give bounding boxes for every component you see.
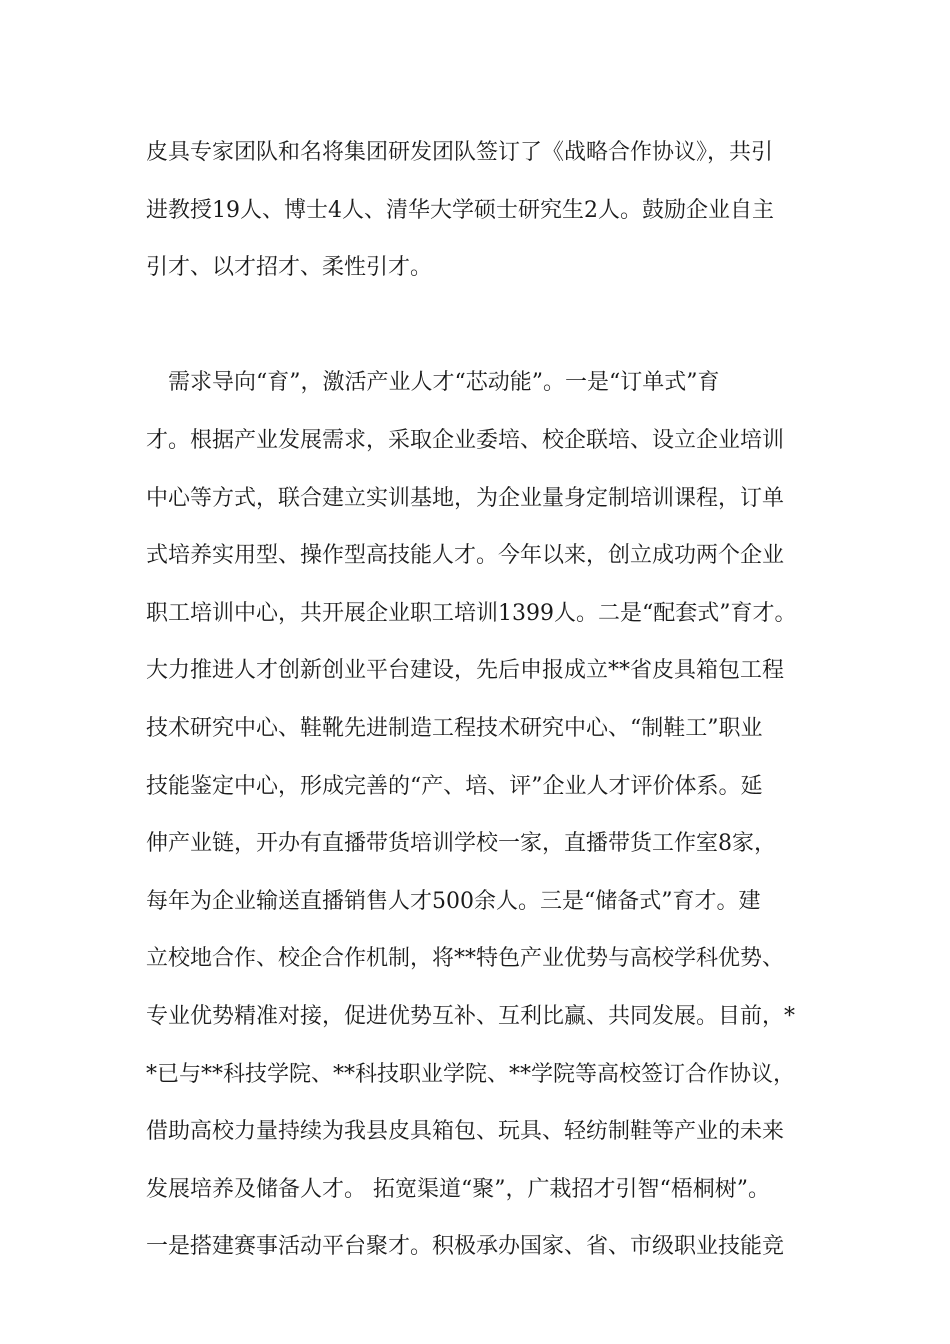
text-line: 需求导向“育”，激活产业人才“芯动能”。一是“订单式”育	[146, 370, 720, 396]
text-line: 伸产业链，开办有直播带货培训学校一家，直播带货工作室8家，	[146, 831, 776, 857]
text-line: 皮具专家团队和名将集团研发团队签订了《战略合作协议》，共引	[146, 140, 774, 165]
body-text	[146, 133, 846, 1285]
paragraph-gap	[146, 306, 846, 364]
text-line: 发展培养及储备人才。 拓宽渠道“聚”，广栽招才引智“梧桐树”。	[146, 1176, 770, 1202]
text-line: 式培养实用型、操作型高技能人才。今年以来，创立成功两个企业	[146, 543, 785, 569]
text-line: 中心等方式，联合建立实训基地，为企业量身定制培训课程，订单	[146, 485, 785, 511]
text-line: 技术研究中心、鞋靴先进制造工程技术研究中心、“制鞋工”职业	[146, 715, 763, 741]
text-line: 每年为企业输送直播销售人才500余人。三是“储备式”育才。建	[146, 888, 761, 914]
text-line: *已与**科技学院、**科技职业学院、**学院等高校签订合作协议，	[146, 1061, 796, 1087]
text-line: 进教授19人、博士4人、清华大学硕士研究生2人。鼓励企业自主	[146, 197, 774, 223]
text-line: 引才、以才招才、柔性引才。	[146, 255, 433, 281]
text-line: 专业优势精准对接，促进优势互补、互利比赢、共同发展。目前，*	[146, 1003, 796, 1029]
text-line: 才。根据产业发展需求，采取企业委培、校企联培、设立企业培训	[146, 427, 785, 453]
text-line: 一是搭建赛事活动平台聚才。积极承办国家、省、市级职业技能竞	[146, 1234, 785, 1260]
text-line: 大力推进人才创新创业平台建设，先后申报成立**省皮具箱包工程	[146, 658, 785, 684]
text-line: 职工培训中心，共开展企业职工培训1399人。二是“配套式”育才。	[146, 600, 797, 626]
text-line: 技能鉴定中心，形成完善的“产、培、评”企业人才评价体系。延	[146, 773, 763, 799]
text-line: 立校地合作、校企合作机制，将**特色产业优势与高校学科优势、	[146, 946, 785, 972]
text-line: 借助高校力量持续为我县皮具箱包、玩具、轻纺制鞋等产业的未来	[146, 1119, 785, 1145]
